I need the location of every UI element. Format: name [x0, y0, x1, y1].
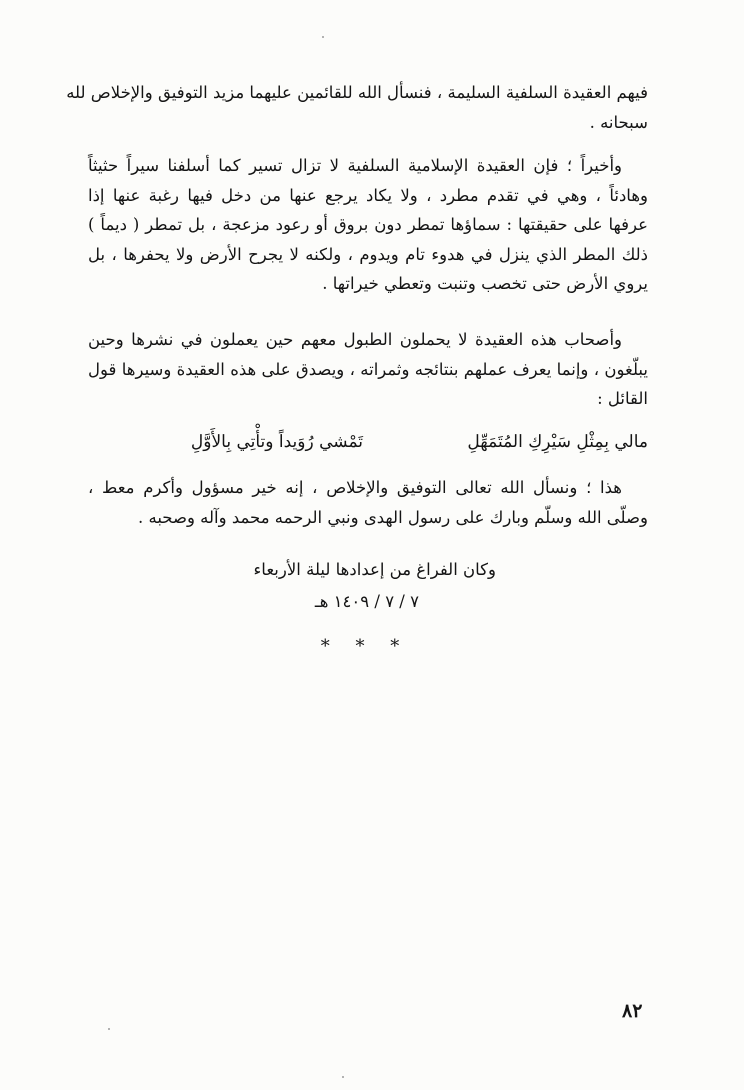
- text-line: عرفها على حقيقتها : سماؤها تمطر دون بروق أو رعود مزعجة ، بل تمطر ( ديماً ): [88, 215, 648, 234]
- text-line: يبلّغون ، وإنما يعرف عملهم بنتائجه وثمراته ، ويصدق على هذه العقيدة وسيرها قول: [88, 359, 648, 379]
- text-line: سبحانه .: [589, 112, 648, 132]
- paper-speck: [108, 1028, 110, 1030]
- verse-first-hemistich: مالي بِمِثْلِ سَيْرِكِ المُتَمَهِّلِ: [467, 432, 648, 452]
- section-separator: * * *: [320, 636, 410, 657]
- paper-speck: [342, 1076, 344, 1078]
- completion-note: وكان الفراغ من إعدادها ليلة الأربعاء: [253, 560, 496, 579]
- completion-date: ٧ / ٧ / ١٤٠٩ هـ: [314, 592, 419, 611]
- text-line: يروي الأرض حتى تخصب وتنبت وتعطي خيراتها .: [322, 274, 648, 293]
- text-line: فيهم العقيدة السلفية السليمة ، فنسأل الله للقائمين عليهما مزيد التوفيق والإخلاص لله: [66, 83, 648, 102]
- text-line: وصلّى الله وسلّم وبارك على رسول الهدى ونبي الرحمه محمد وآله وصحبه .: [137, 507, 648, 527]
- text-line: القائل :: [597, 389, 648, 408]
- poetry-verse: [88, 432, 648, 462]
- page-number: ٨٢: [622, 1000, 643, 1022]
- paragraph-intro-continuation: [66, 78, 648, 137]
- text-line: وهادئاً ، وهي في تقدم مطرد ، ولا يكاد يرجع عنها من دخل فيها رغبة عنها إذا: [88, 185, 648, 205]
- paragraph-closing: [88, 473, 648, 532]
- text-line: هذا ؛ ونسأل الله تعالى التوفيق والإخلاص ، إنه خير مسؤول وأكرم معط ،: [88, 478, 622, 497]
- text-line: وأصحاب هذه العقيدة لا يحملون الطبول معهم حين يعملون في نشرها وحين: [88, 330, 622, 349]
- text-line: وأخيراً ؛ فإن العقيدة الإسلامية السلفية لا تزال تسير كما أسلفنا سيراً حثيثاً: [88, 156, 622, 175]
- verse-second-hemistich: تَمْشي رُوَيداً وتأْتِي بِالأَوَّلِ: [190, 432, 363, 452]
- paragraph-finally: [88, 151, 648, 299]
- paper-speck: [322, 36, 324, 38]
- text-line: ذلك المطر الذي ينزل في هدوء تام ويدوم ، ولكنه لا يجرح الأرض ولا يحفرها ، بل: [88, 244, 648, 264]
- paragraph-adherents: [88, 325, 648, 414]
